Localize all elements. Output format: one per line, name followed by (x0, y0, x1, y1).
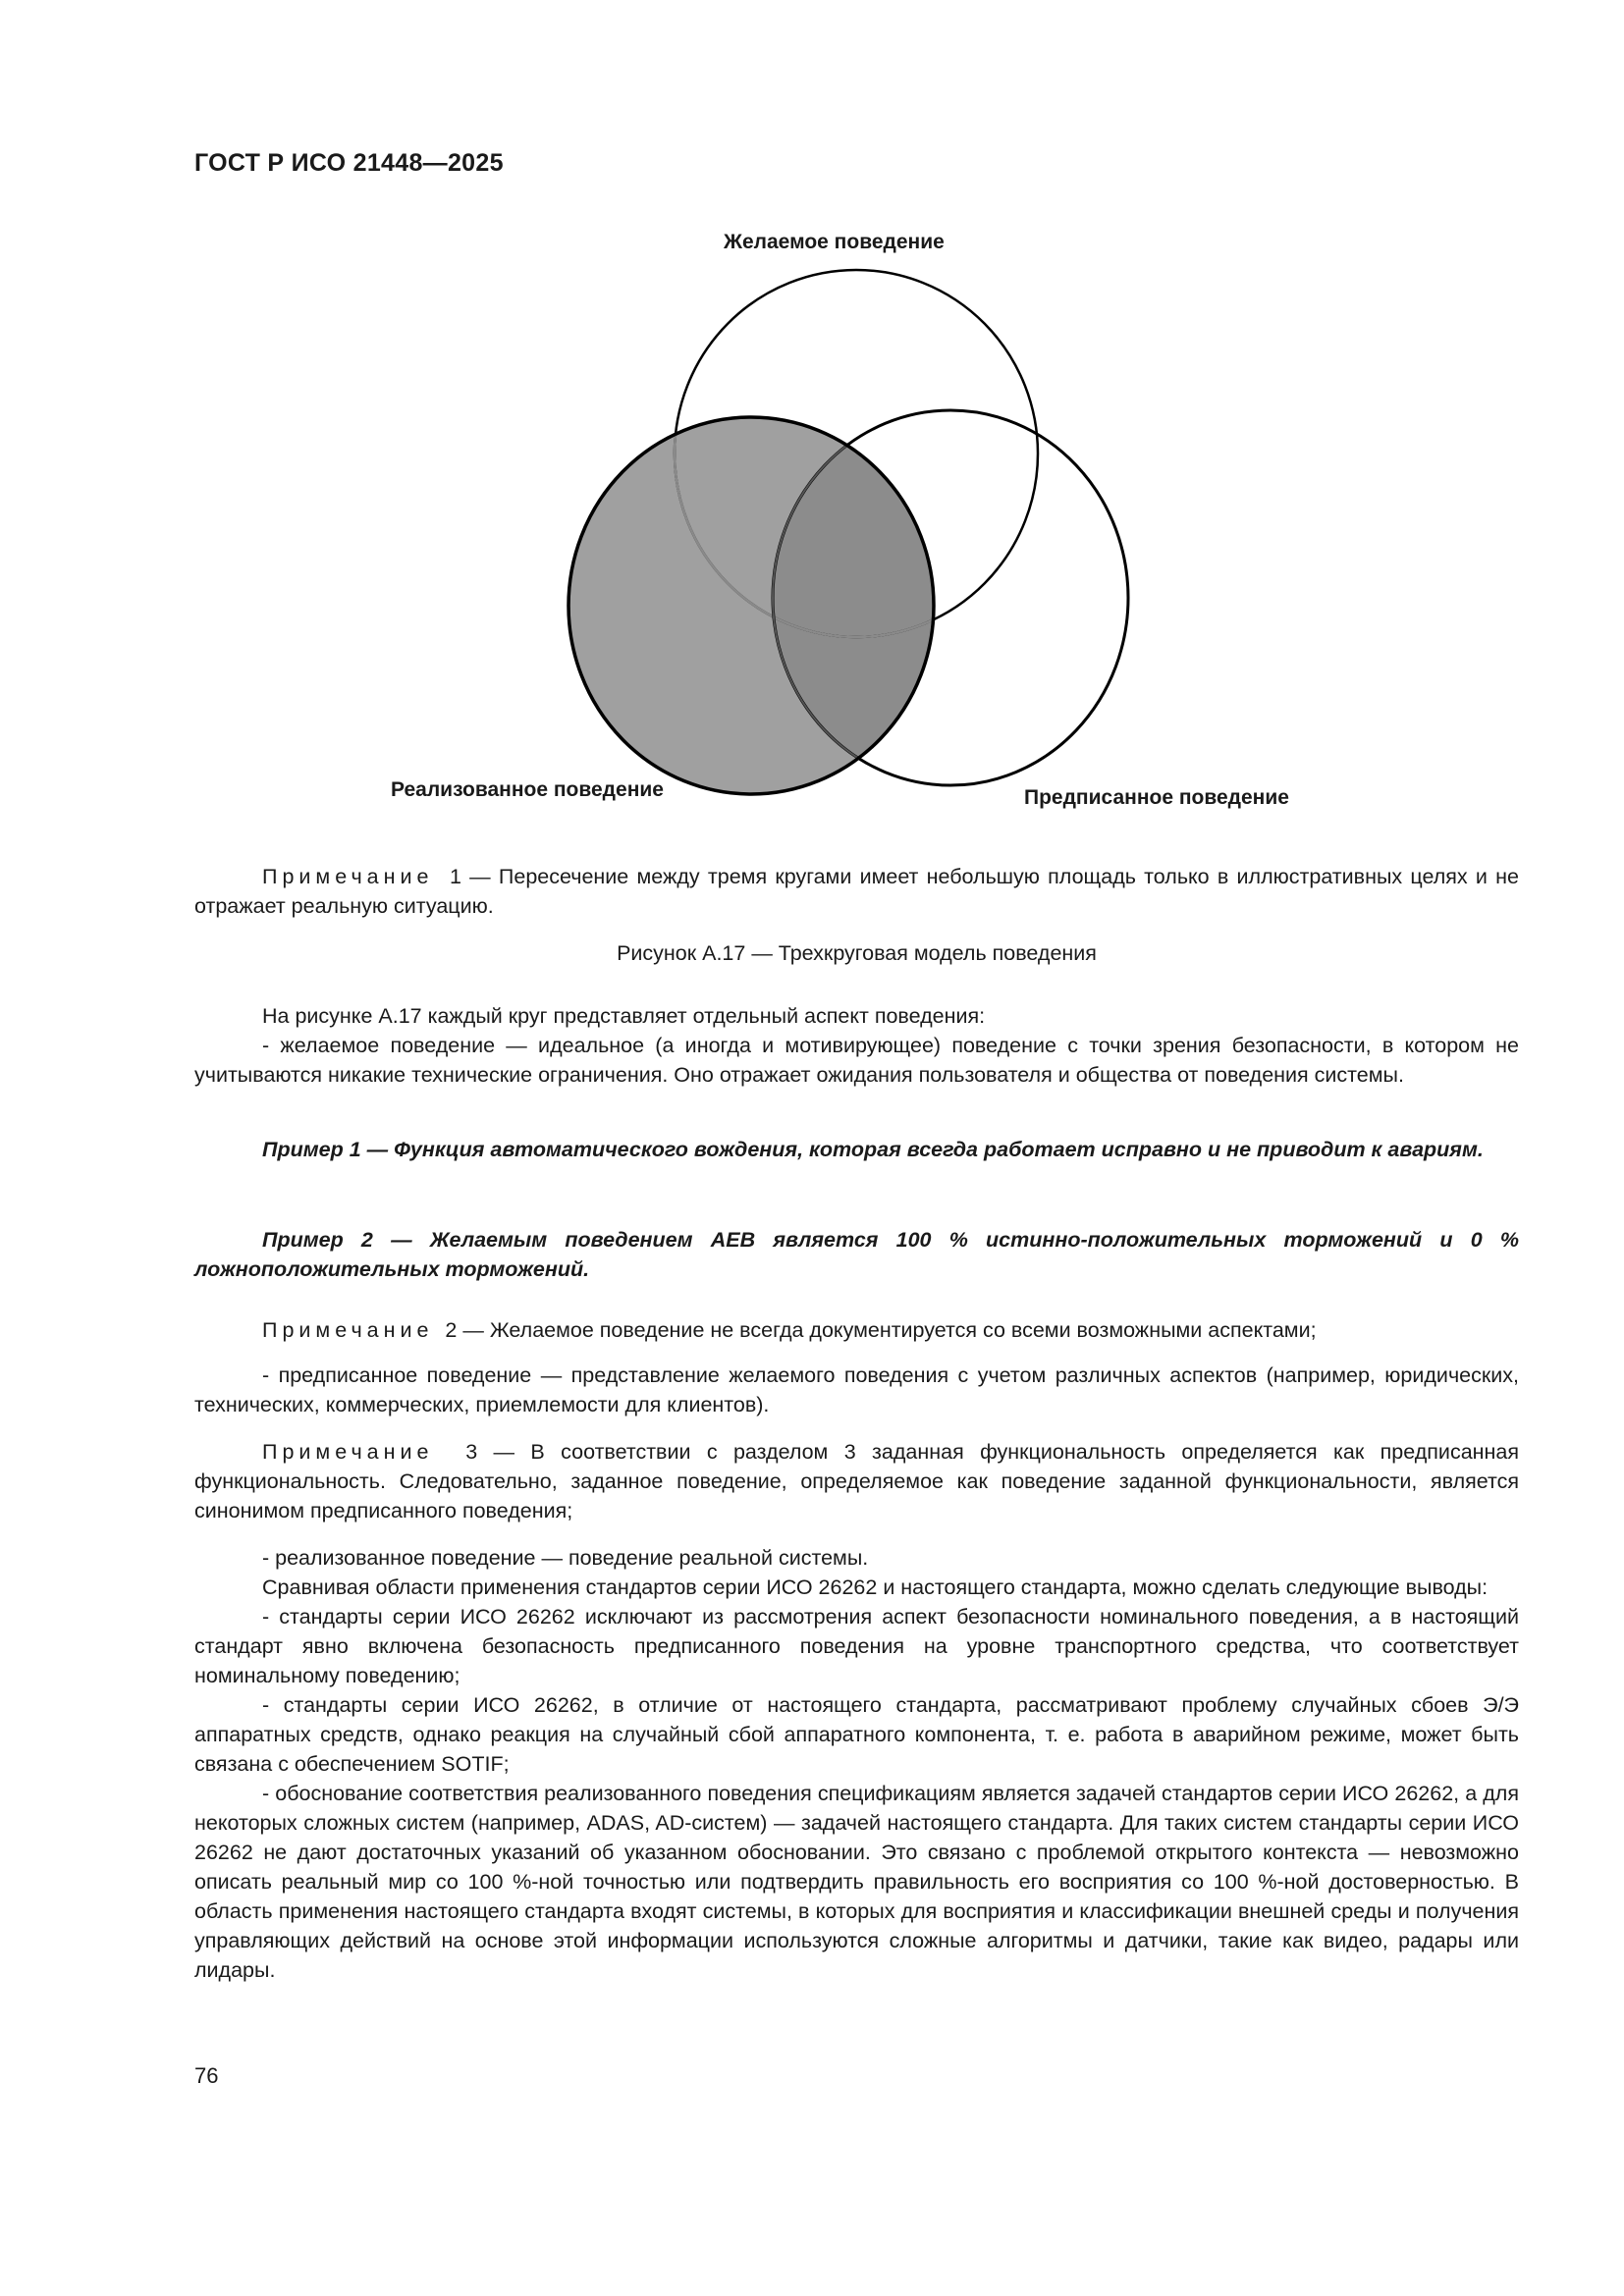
page-number: 76 (194, 2063, 219, 2088)
note-text: — Пересечение между тремя кругами имеет небольшую площадь только в иллюстративных целях и не отражает реальную ситуацию. (194, 865, 1519, 918)
figure-caption: Рисунок А.17 — Трехкруговая модель поведения (617, 941, 1097, 965)
implemented-behavior-item: - реализованное поведение — поведение реальной системы. (262, 1546, 869, 1570)
specified-behavior-item: - предписанное поведение — представление желаемого поведения с учетом различных аспектов (например, юридических, технических, коммерческих, приемлемости для клиентов). (194, 1363, 1519, 1416)
desired-behavior-item: - желаемое поведение — идеальное (а иногда и мотивирующее) поведение с точки зрения безопасности, в котором не учитываются никакие технические ограничения. Оно отражает ожидания пользователя и общества от поведения системы. (194, 1034, 1519, 1087)
note-3: Примечание 3 — В соответствии с разделом 3 заданная функциональность определяется как предписанная функциональность. Следовательно, заданное поведение, определяемое как поведение заданной функциональности, является синонимом предписанного поведения; (194, 1440, 1519, 1522)
intro-paragraph: На рисунке А.17 каждый круг представляет отдельный аспект поведения: (262, 1004, 986, 1028)
three-circle-venn-diagram (0, 0, 1624, 883)
label-implemented-behavior: Реализованное поведение (391, 778, 664, 801)
conclusion-2: - стандарты серии ИСО 26262, в отличие от настоящего стандарта, рассматривают проблему случайных сбоев Э/Э аппаратных средств, однако реакция на случайный сбой аппаратного компонента, т. е. работа в аварийном режиме, может быть связана с обеспечением SOTIF; (194, 1693, 1519, 1776)
note-number: 1 (449, 865, 461, 888)
overlap-region (773, 410, 1128, 785)
conclusion-3: - обоснование соответствия реализованного поведения спецификациям является задачей стандартов серии ИСО 26262, а для некоторых сложных систем (например, ADAS, AD-систем) — задачей настоящего стандарта. Для таких систем стандарты серии ИСО 26262 не дают достаточных указаний об указанном обосновании. Это связано с проблемой открытого контекста — невозможно описать реальный мир со 100 %-ной точностью или подтвердить правильность его восприятия со 100 %-ной достоверностью. В область применения настоящего стандарта входят системы, в которых для восприятия и классификации внешней среды и получения управляющих действий на основе этой информации используются сложные алгоритмы и датчики, такие как видео, радары или лидары. (194, 1782, 1519, 1982)
note-label: Примечание (262, 865, 434, 888)
body-text-block-2 (194, 1543, 1519, 1985)
label-specified-behavior: Предписанное поведение (1024, 786, 1289, 809)
example-1: Пример 1 — Функция автоматического вождения, которая всегда работает исправно и не приводит к авариям. (262, 1138, 1484, 1161)
label-desired-behavior: Желаемое поведение (724, 231, 945, 253)
document-header: ГОСТ Р ИСО 21448—2025 (194, 149, 504, 177)
example-2: Пример 2 — Желаемым поведением AEB является 100 % истинно-положительных торможений и 0 % ложноположительных торможений. (194, 1228, 1519, 1281)
comparison-paragraph: Сравнивая области применения стандартов серии ИСО 26262 и настоящего стандарта, можно сделать следующие выводы: (262, 1575, 1489, 1599)
body-text-block-1 (194, 1001, 1519, 1090)
note-2: Примечание 2 — Желаемое поведение не всегда документируется со всеми возможными аспектами; (262, 1318, 1317, 1342)
conclusion-1: - стандарты серии ИСО 26262 исключают из рассмотрения аспект безопасности номинального поведения, а в настоящий стандарт явно включена безопасность предписанного поведения на уровне транспортного средства, что соответствует номинальному поведению; (194, 1605, 1519, 1687)
figure-note-1 (194, 862, 1519, 921)
